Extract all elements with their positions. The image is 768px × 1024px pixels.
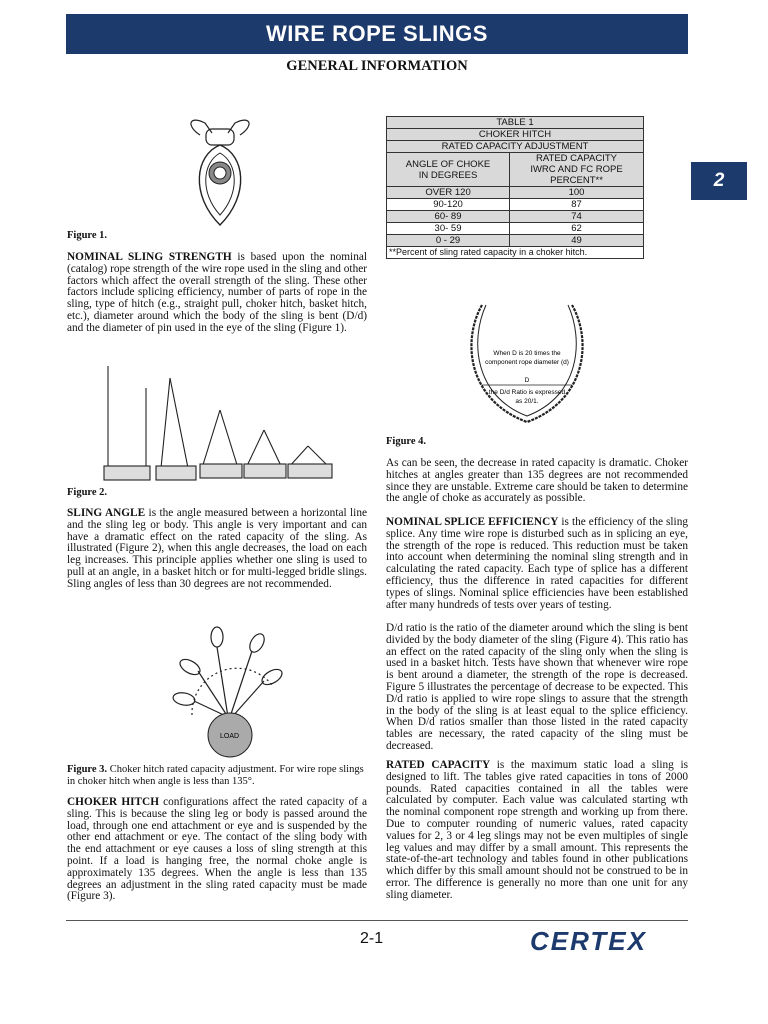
footer-divider [66, 920, 688, 921]
choker-hitch-paragraph [67, 797, 367, 903]
table-1 [386, 116, 644, 259]
splice-efficiency-heading: NOMINAL SPLICE EFFICIENCY [386, 516, 559, 528]
splice-efficiency-paragraph [386, 517, 688, 611]
choker-hitch-heading: CHOKER HITCH [67, 796, 159, 808]
figure-3-label: Figure 3. [67, 764, 108, 775]
table-row: 30- 59 62 [387, 223, 644, 235]
figure-3-caption-text: Choker hitch rated capacity adjustment. For wire rope slings in choker hitch when angle is less than 135°. [67, 764, 364, 787]
figure-2-caption: Figure 2. [67, 487, 108, 498]
figure-1-illustration [180, 115, 260, 230]
figure-4-note-3: D [524, 377, 530, 384]
choke-angle-note-paragraph: As can be seen, the decrease in rated capacity is dramatic. Choker hitches at angles greater than 135 degrees are not recommended since they are unstable. Extreme care should be taken to determine the angle of choke as accurately as possible. [386, 457, 688, 505]
figure-3-load-label: LOAD [220, 733, 240, 740]
figure-4-note-5: as 20/1. [515, 398, 539, 405]
certex-logo: CERTEX [530, 926, 647, 956]
figure-3-caption [67, 764, 367, 788]
table-1-col-angle: ANGLE OF CHOKE IN DEGREES [387, 153, 510, 187]
table-row: 60- 89 74 [387, 211, 644, 223]
section-tab[interactable]: 2 [691, 162, 747, 200]
figure-4-caption: Figure 4. [386, 436, 427, 447]
page-title-banner [66, 14, 688, 54]
table-1-col-capacity: RATED CAPACITY IWRC AND FC ROPE PERCENT** [510, 153, 644, 187]
figure-4-note-2: component rope diameter (d) [485, 359, 569, 366]
table-1-subtitle-2: RATED CAPACITY ADJUSTMENT [387, 141, 644, 153]
table-1-footnote: **Percent of sling rated capacity in a choker hitch. [387, 247, 644, 259]
page-subtitle: GENERAL INFORMATION [286, 58, 468, 74]
nominal-sling-strength-paragraph [67, 252, 367, 335]
table-row: 0 - 29 49 [387, 235, 644, 247]
dd-ratio-paragraph: D/d ratio is the ratio of the diameter around which the sling is bent divided by the body diameter of the sling (Figure 4). This ratio has an effect on the rated capacity of the sling only when the sling is used in a basket hitch. Tests have shown that whenever wire rope is bent around a diameter, the strength of the rope is decreased. Figure 5 illustrates the percentage of decrease to be expected. This D/d ratio is applied to wire rope slings to assure that the strength in the body of the sling is at least equal to the splice efficiency. When D/d ratios smaller than those listed in the rated capacity tables are necessary, the rated capacity of the sling must be decreased. [386, 622, 688, 752]
figure-2-illustration [98, 358, 343, 483]
table-1-title: TABLE 1 [387, 117, 644, 129]
table-row: OVER 120 100 [387, 187, 644, 199]
nominal-sling-strength-heading: NOMINAL SLING STRENGTH [67, 251, 232, 263]
sling-angle-text: is the angle measured between a horizontal line and the sling leg or body. This angle is very important and can have a dramatic effect on the rated capacity of the sling. As illustrated (Figure 2), when this angle decreases, the load on each leg increases. This principle applies whether one sling is used to pull at an angle, in a basket hitch or for multi-legged bridle slings. Sling angles of less than 30 degrees are not recommended. [67, 507, 367, 590]
sling-angle-heading: SLING ANGLE [67, 507, 146, 519]
figure-1-caption: Figure 1. [67, 230, 108, 241]
figure-4-note-1: When D is 20 times the [493, 350, 561, 357]
sling-angle-paragraph [67, 508, 367, 591]
rated-capacity-text: is the maximum static load a sling is designed to lift. The tables give rated capacities in tons of 2000 pounds. Rated capacities contained in all the tables were calculated by computer. Each value was calculated starting wth the nominal component rope strength and working up from there. Due to computer rounding of numeric values, rated capacity values for 2, 3 or 4 leg slings may not be even multiples of single leg values and may differ by a small amount. This represents the state-of-the-art technology and tables found in other publications which differ by this small amount should not be construed to be in error. The difference is generally no more than one unit for any sling diameter. [386, 759, 688, 901]
choker-hitch-text: configurations affect the rated capacity of a sling. This is because the sling leg or body is passed around the load, through one end attachment or eye and is suspended by the other end attachment or eye. The contact of the sling body with the end attachment or eye causes a loss of sling strength at this point. If a load is hanging free, the normal choke angle is approximately 135 degrees. When the angle is less than 135 degrees an adjustment in the sling rated capacity must be made (Figure 3). [67, 796, 367, 903]
figure-3-illustration [172, 625, 292, 760]
page-number: 2-1 [360, 930, 384, 947]
splice-efficiency-text: is the efficiency of the sling splice. Any time wire rope is disturbed such as in splicing an eye, the strength of the rope is reduced. This reduction must be taken into account when determining the nominal sling strength and in calculating the rated capacity. Each type of splice has a different efficiency, thus the difference in rated capacities for different types of slings. Nominal splice efficiencies have been established after many hundreds of tests over years of testing. [386, 516, 688, 611]
figure-4-note-4: the D/d Ratio is expressed [488, 389, 566, 396]
rated-capacity-paragraph [386, 760, 688, 902]
table-1-subtitle-1: CHOKER HITCH [387, 129, 644, 141]
table-row: 90-120 87 [387, 199, 644, 211]
nominal-sling-strength-text: is based upon the nominal (catalog) rope strength of the wire rope used in the sling and other factors which affect the overall strength of the sling. These other factors include splicing efficiency, number of parts of rope in the sling, type of hitch (e.g., straight pull, choker hitch, basket hitch, etc.), diameter around which the body of the sling is bent (D/d) and the diameter of pin used in the eye of the sling (Figure 1). [67, 251, 367, 334]
page-title: WIRE ROPE SLINGS [266, 21, 488, 46]
rated-capacity-heading: RATED CAPACITY [386, 759, 491, 771]
figure-4-illustration [462, 300, 592, 430]
